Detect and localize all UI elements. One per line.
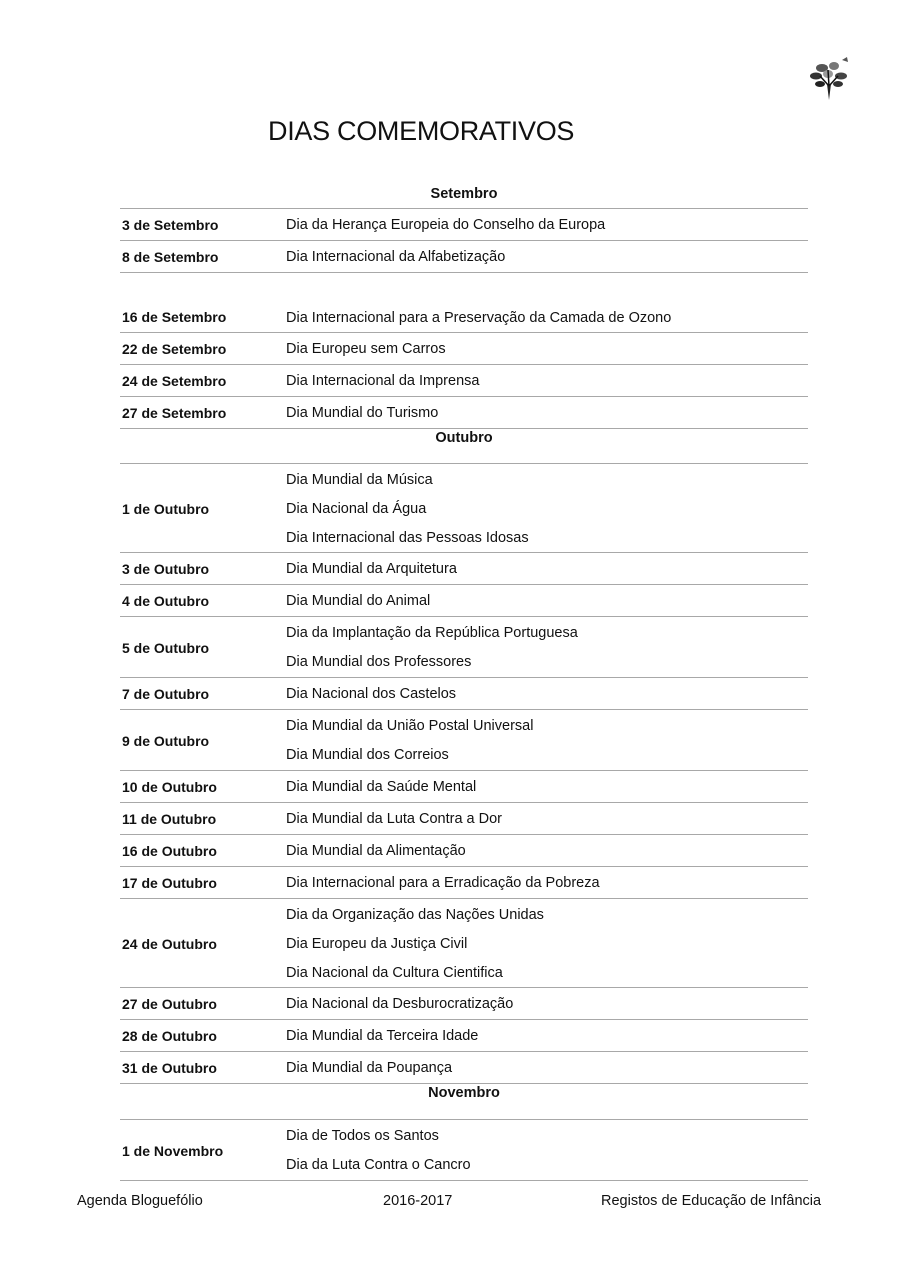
event-text: Dia Mundial da Arquitetura	[286, 561, 457, 577]
event-text: Dia Internacional para a Erradicação da Pobreza	[286, 875, 600, 891]
event-text: Dia Internacional da Alfabetização	[286, 249, 506, 265]
date-cell: 31 de Outubro	[122, 1060, 217, 1076]
table-row	[120, 210, 808, 241]
date-cell: 4 de Outubro	[122, 593, 210, 609]
month-header: Setembro	[120, 186, 808, 209]
event-text: Dia da Implantação da República Portuguesa	[286, 625, 578, 641]
table-row	[120, 711, 808, 771]
event-text: Dia da Luta Contra o Cancro	[286, 1157, 471, 1173]
footer-center: 2016-2017	[383, 1193, 453, 1209]
table-row	[120, 1121, 808, 1181]
event-text: Dia Mundial do Turismo	[286, 405, 439, 421]
event-text: Dia Europeu da Justiça Civil	[286, 936, 468, 952]
table-row	[120, 1021, 808, 1052]
event-text: Dia Mundial da Poupança	[286, 1060, 453, 1076]
date-cell: 24 de Outubro	[122, 935, 217, 952]
date-cell: 9 de Outubro	[122, 732, 210, 749]
date-cell: 16 de Setembro	[122, 309, 227, 325]
event-text: Dia Mundial da Luta Contra a Dor	[286, 811, 503, 827]
table-row	[120, 465, 808, 553]
table-row	[120, 989, 808, 1020]
event-text: Dia Mundial do Animal	[286, 593, 431, 609]
event-text: Dia Mundial da União Postal Universal	[286, 718, 534, 734]
month-header: Novembro	[120, 1085, 808, 1120]
table-row	[120, 900, 808, 988]
date-cell: 11 de Outubro	[122, 811, 217, 827]
event-text: Dia Nacional da Cultura Cientifica	[286, 965, 503, 981]
date-cell: 24 de Setembro	[122, 373, 227, 389]
date-cell: 7 de Outubro	[122, 686, 210, 702]
event-text: Dia Mundial dos Professores	[286, 654, 472, 670]
event-text: Dia Mundial dos Correios	[286, 747, 449, 763]
date-cell: 22 de Setembro	[122, 341, 227, 357]
table-row	[120, 398, 808, 429]
date-cell: 28 de Outubro	[122, 1028, 217, 1044]
month-header: Outubro	[120, 430, 808, 464]
table-row	[120, 804, 808, 835]
date-cell: 1 de Outubro	[122, 500, 210, 517]
event-text: Dia da Organização das Nações Unidas	[286, 907, 544, 923]
table-row	[120, 366, 808, 397]
event-text: Dia Mundial da Terceira Idade	[286, 1028, 479, 1044]
table-row	[120, 274, 808, 333]
event-text: Dia Nacional da Água	[286, 501, 427, 517]
event-text: Dia de Todos os Santos	[286, 1128, 439, 1144]
table-row	[120, 554, 808, 585]
event-text: Dia Internacional para a Preservação da Camada de Ozono	[286, 310, 672, 326]
table-row	[120, 334, 808, 365]
event-text: Dia Europeu sem Carros	[286, 341, 446, 357]
table-row	[120, 618, 808, 678]
date-cell: 8 de Setembro	[122, 249, 219, 265]
event-text: Dia Nacional dos Castelos	[286, 686, 457, 702]
table-row	[120, 679, 808, 710]
date-cell: 27 de Outubro	[122, 996, 217, 1012]
event-text: Dia Mundial da Alimentação	[286, 843, 466, 859]
footer-left: Agenda Bloguefólio	[77, 1193, 203, 1209]
date-cell: 27 de Setembro	[122, 405, 227, 421]
table-row	[120, 836, 808, 867]
table-row	[120, 1053, 808, 1084]
date-cell: 3 de Outubro	[122, 561, 210, 577]
table-row	[120, 868, 808, 899]
page-title: DIAS COMEMORATIVOS	[268, 116, 575, 146]
table-row	[120, 586, 808, 617]
event-text: Dia Internacional das Pessoas Idosas	[286, 530, 529, 546]
date-cell: 16 de Outubro	[122, 843, 217, 859]
event-text: Dia Mundial da Saúde Mental	[286, 779, 477, 795]
footer-right: Registos de Educação de Infância	[601, 1193, 822, 1209]
event-text: Dia Internacional da Imprensa	[286, 373, 480, 389]
event-text: Dia da Herança Europeia do Conselho da Europa	[286, 217, 606, 233]
date-cell: 17 de Outubro	[122, 875, 217, 891]
date-cell: 3 de Setembro	[122, 217, 219, 233]
event-text: Dia Mundial da Música	[286, 472, 433, 488]
table-row	[120, 772, 808, 803]
date-cell: 10 de Outubro	[122, 779, 217, 795]
date-cell: 1 de Novembro	[122, 1142, 224, 1159]
table-row	[120, 242, 808, 273]
event-text: Dia Nacional da Desburocratização	[286, 996, 514, 1012]
date-cell: 5 de Outubro	[122, 639, 210, 656]
plant-logo-icon	[808, 54, 850, 102]
